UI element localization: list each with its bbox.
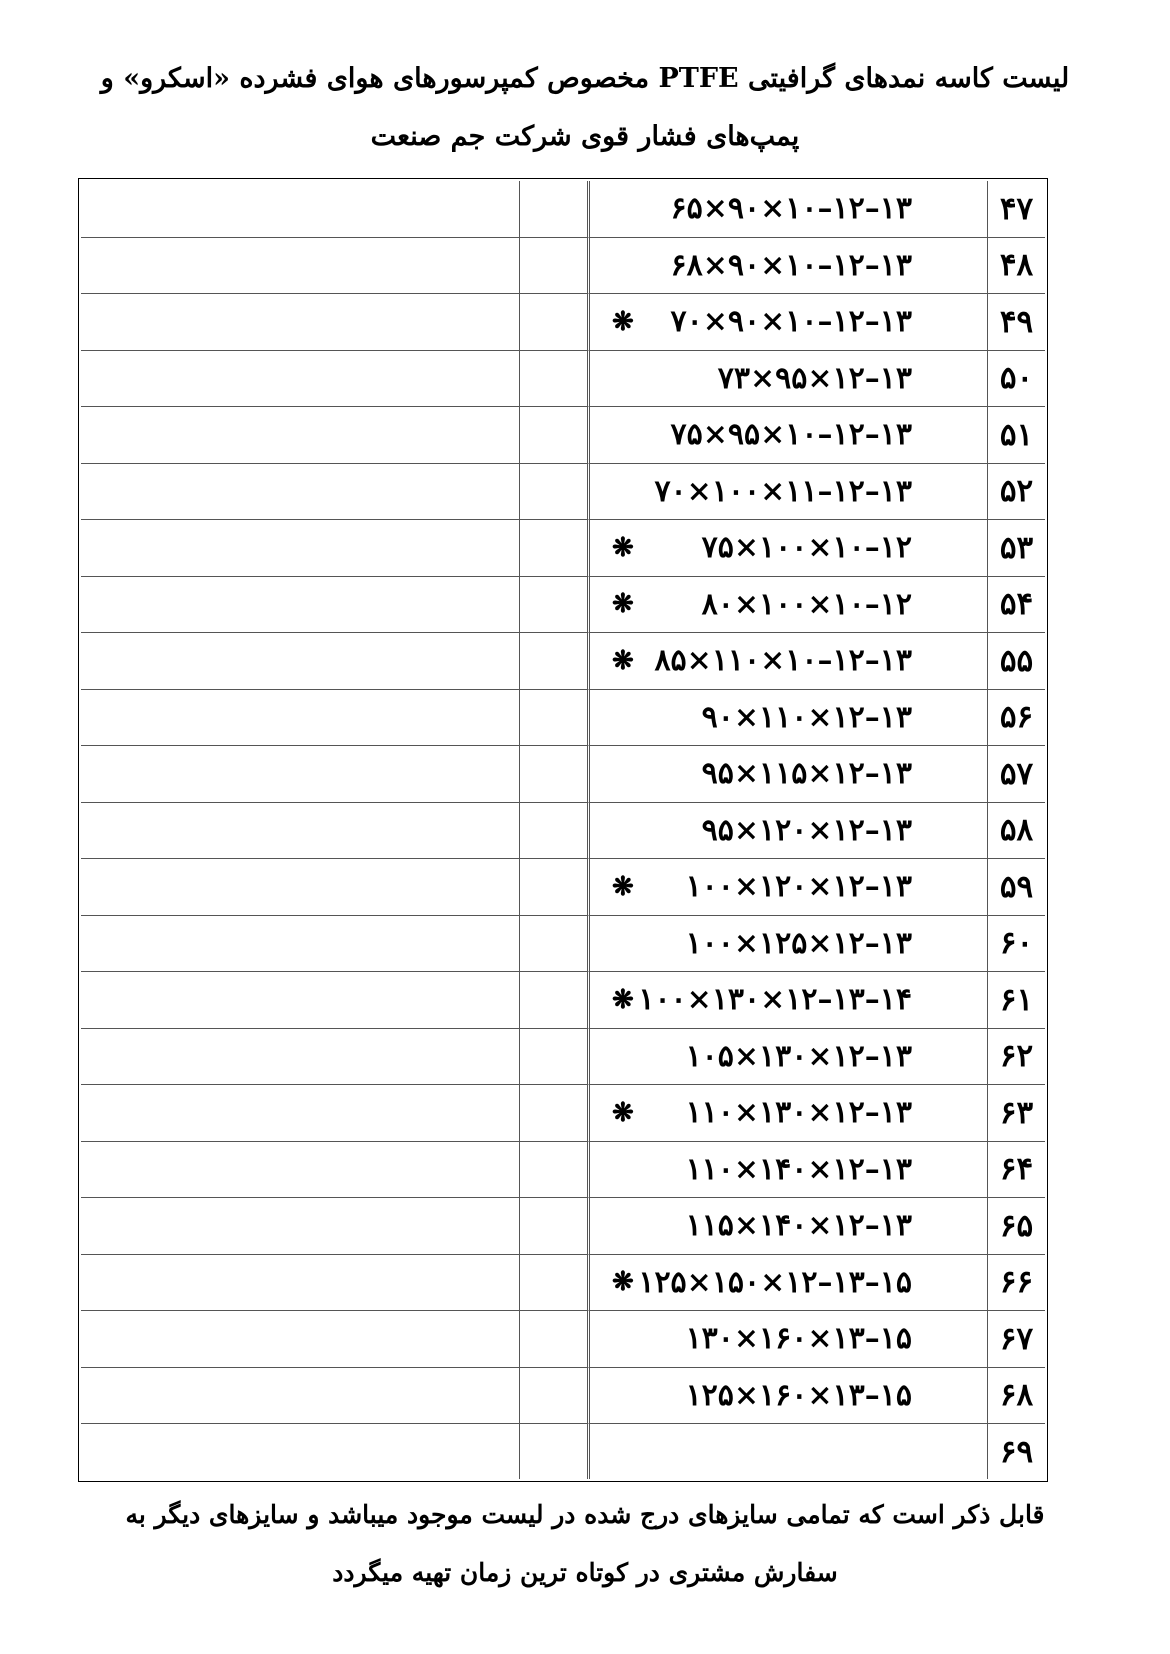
size-cell <box>587 407 987 464</box>
row-number: ۶۸ <box>987 1368 1045 1425</box>
empty-cell <box>519 238 587 295</box>
empty-cell <box>519 407 587 464</box>
star-icon: ❋ <box>612 1097 634 1128</box>
size-cell <box>587 803 987 860</box>
table-row <box>81 238 1045 295</box>
size-cell <box>587 1368 987 1425</box>
empty-cell <box>519 1142 587 1199</box>
row-number: ۶۰ <box>987 916 1045 973</box>
sizes-table-body <box>81 181 1045 1479</box>
table-row <box>81 633 1045 690</box>
empty-cell <box>81 972 519 1029</box>
size-cell <box>587 633 987 690</box>
table-row <box>81 294 1045 351</box>
star-icon: ❋ <box>612 1267 634 1298</box>
size-cell <box>587 972 987 1029</box>
size-cell <box>587 577 987 634</box>
size-spec: ۱۳–۱۲×۱۴۰×۱۱۵ <box>685 1208 912 1244</box>
row-number: ۵۷ <box>987 746 1045 803</box>
row-number: ۵۰ <box>987 351 1045 408</box>
empty-cell <box>81 633 519 690</box>
empty-cell <box>81 181 519 238</box>
empty-cell <box>519 859 587 916</box>
empty-cell <box>519 633 587 690</box>
row-number: ۴۹ <box>987 294 1045 351</box>
table-row <box>81 407 1045 464</box>
size-spec: ۱۳–۱۲×۱۴۰×۱۱۰ <box>685 1151 912 1187</box>
star-icon: ❋ <box>612 871 634 902</box>
table-row <box>81 972 1045 1029</box>
table-row <box>81 1029 1045 1086</box>
star-icon: ❋ <box>612 532 634 563</box>
empty-cell <box>519 803 587 860</box>
row-number: ۵۲ <box>987 464 1045 521</box>
row-number: ۶۱ <box>987 972 1045 1029</box>
size-cell <box>587 181 987 238</box>
table-row <box>81 1368 1045 1425</box>
empty-cell <box>519 972 587 1029</box>
empty-cell <box>81 1142 519 1199</box>
size-cell <box>587 1424 987 1479</box>
row-number: ۵۱ <box>987 407 1045 464</box>
size-spec: ۱۳–۱۲–۱۰×۹۰×۷۰ <box>670 304 912 340</box>
table-row <box>81 690 1045 747</box>
size-cell <box>587 294 987 351</box>
table-row <box>81 1311 1045 1368</box>
size-cell <box>587 1029 987 1086</box>
table-row <box>81 916 1045 973</box>
empty-cell <box>81 1311 519 1368</box>
table-row <box>81 464 1045 521</box>
row-number: ۶۹ <box>987 1424 1045 1479</box>
size-cell <box>587 351 987 408</box>
table-row <box>81 520 1045 577</box>
empty-cell <box>81 1368 519 1425</box>
empty-cell <box>81 238 519 295</box>
star-icon: ❋ <box>612 306 634 337</box>
size-cell <box>587 746 987 803</box>
empty-cell <box>81 1424 519 1479</box>
row-number: ۶۷ <box>987 1311 1045 1368</box>
size-cell <box>587 1255 987 1312</box>
footer-line-1: قابل ذکر است که تمامی سایزهای درج شده در لیست موجود میباشد و سایزهای دیگر به <box>125 1500 1045 1529</box>
size-spec: ۱۳–۱۲–۱۱×۱۰۰×۷۰ <box>654 473 912 509</box>
empty-cell <box>81 1029 519 1086</box>
size-cell <box>587 1311 987 1368</box>
row-number: ۶۵ <box>987 1198 1045 1255</box>
size-spec: ۱۳–۱۲×۱۳۰×۱۱۰ <box>685 1095 912 1131</box>
empty-cell <box>519 1198 587 1255</box>
sizes-table <box>81 181 1045 1479</box>
empty-cell <box>81 1085 519 1142</box>
table-row <box>81 746 1045 803</box>
empty-cell <box>519 351 587 408</box>
size-spec: ۱۳–۱۲×۱۲۰×۱۰۰ <box>685 869 912 905</box>
empty-cell <box>519 520 587 577</box>
size-spec: ۱۲–۱۰×۱۰۰×۷۵ <box>701 530 912 566</box>
size-spec: ۱۳–۱۲×۱۱۵×۹۵ <box>701 756 912 792</box>
star-icon: ❋ <box>612 984 634 1015</box>
empty-cell <box>81 294 519 351</box>
empty-cell <box>519 1368 587 1425</box>
size-cell <box>587 916 987 973</box>
row-number: ۶۲ <box>987 1029 1045 1086</box>
empty-cell <box>81 746 519 803</box>
size-spec: ۱۳–۱۲–۱۰×۹۰×۶۵ <box>670 191 912 227</box>
size-cell <box>587 520 987 577</box>
empty-cell <box>81 577 519 634</box>
empty-cell <box>519 181 587 238</box>
empty-cell <box>519 916 587 973</box>
size-spec: ۱۵–۱۳×۱۶۰×۱۲۵ <box>685 1377 912 1413</box>
empty-cell <box>81 351 519 408</box>
row-number: ۶۳ <box>987 1085 1045 1142</box>
empty-cell <box>81 803 519 860</box>
size-cell <box>587 464 987 521</box>
size-spec: ۱۳–۱۲×۱۲۰×۹۵ <box>701 812 912 848</box>
table-row <box>81 351 1045 408</box>
size-spec: ۱۳–۱۲–۱۰×۱۱۰×۸۵ <box>654 643 912 679</box>
empty-cell <box>519 1424 587 1479</box>
empty-cell <box>519 1029 587 1086</box>
table-row <box>81 1198 1045 1255</box>
star-icon: ❋ <box>612 645 634 676</box>
row-number: ۵۴ <box>987 577 1045 634</box>
size-cell <box>587 690 987 747</box>
size-spec: ۱۳–۱۲–۱۰×۹۰×۶۸ <box>670 247 912 283</box>
size-spec: ۱۵–۱۳–۱۲×۱۵۰×۱۲۵ <box>638 1264 912 1300</box>
empty-cell <box>81 520 519 577</box>
footer-line-2: سفارش مشتری در کوتاه ترین زمان تهیه میگردد <box>332 1558 838 1587</box>
empty-cell <box>81 859 519 916</box>
size-cell <box>587 1085 987 1142</box>
row-number: ۵۳ <box>987 520 1045 577</box>
table-row <box>81 181 1045 238</box>
empty-cell <box>519 577 587 634</box>
table-row <box>81 1424 1045 1479</box>
empty-cell <box>519 1255 587 1312</box>
size-spec: ۱۳–۱۲×۱۱۰×۹۰ <box>701 699 912 735</box>
empty-cell <box>81 1198 519 1255</box>
empty-cell <box>81 1255 519 1312</box>
footer-note <box>0 1486 1170 1602</box>
title-line-2: پمپ‌های فشار قوی شرکت جم صنعت <box>370 121 800 152</box>
size-spec: ۱۲–۱۰×۱۰۰×۸۰ <box>701 586 912 622</box>
empty-cell <box>519 294 587 351</box>
table-row <box>81 577 1045 634</box>
size-spec: ۱۵–۱۳×۱۶۰×۱۳۰ <box>685 1321 912 1357</box>
table-row <box>81 1255 1045 1312</box>
row-number: ۴۷ <box>987 181 1045 238</box>
size-spec: ۱۳–۱۲×۹۵×۷۳ <box>717 360 912 396</box>
empty-cell <box>519 746 587 803</box>
empty-cell <box>519 1085 587 1142</box>
empty-cell <box>81 690 519 747</box>
empty-cell <box>519 690 587 747</box>
row-number: ۶۶ <box>987 1255 1045 1312</box>
table-row <box>81 859 1045 916</box>
table-row <box>81 803 1045 860</box>
page-title <box>0 50 1170 166</box>
row-number: ۵۹ <box>987 859 1045 916</box>
empty-cell <box>81 407 519 464</box>
row-number: ۵۵ <box>987 633 1045 690</box>
size-spec: ۱۳–۱۲×۱۲۵×۱۰۰ <box>685 925 912 961</box>
empty-cell <box>519 1311 587 1368</box>
size-cell <box>587 1198 987 1255</box>
title-line-1: لیست کاسه نمدهای گرافیتی PTFE مخصوص کمپرسورهای هوای فشرده «اسکرو» و <box>100 63 1070 94</box>
size-spec: ۱۳–۱۲–۱۰×۹۵×۷۵ <box>670 417 912 453</box>
size-spec: ۱۳–۱۲×۱۳۰×۱۰۵ <box>685 1038 912 1074</box>
row-number: ۶۴ <box>987 1142 1045 1199</box>
row-number: ۴۸ <box>987 238 1045 295</box>
size-spec: ۱۴–۱۳–۱۲×۱۳۰×۱۰۰ <box>638 982 912 1018</box>
row-number: ۵۶ <box>987 690 1045 747</box>
star-icon: ❋ <box>612 589 634 620</box>
size-cell <box>587 238 987 295</box>
size-cell <box>587 1142 987 1199</box>
table-row <box>81 1142 1045 1199</box>
empty-cell <box>519 464 587 521</box>
size-cell <box>587 859 987 916</box>
table-row <box>81 1085 1045 1142</box>
sizes-table-frame <box>78 178 1048 1482</box>
empty-cell <box>81 464 519 521</box>
empty-cell <box>81 916 519 973</box>
row-number: ۵۸ <box>987 803 1045 860</box>
